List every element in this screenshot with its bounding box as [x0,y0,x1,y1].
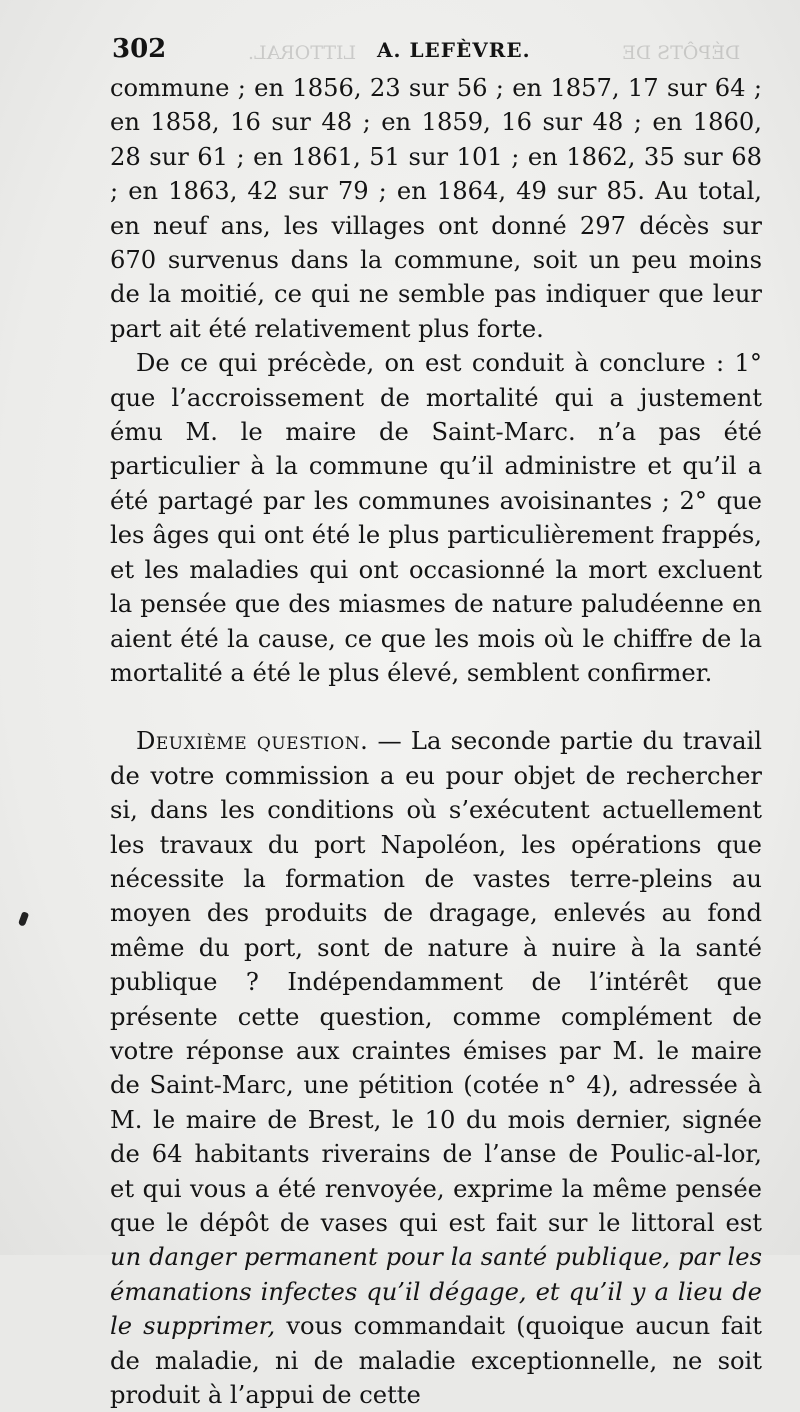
paragraph-3-text: — La seconde partie du travail de votre commission a eu pour objet de rechercher si, dans les conditions où s’exécutent actuellement les travaux du port Napoléon, les opérations que nécessite la formation de vastes terre-pleins au moyen des produits de dragage, enlevés au fond même du port, sont de nature à nuire à la santé publique ? Indépendamment de l’intérêt que présente cette question, comme complément de votre réponse aux craintes émises par M. le maire de Saint-Marc, une pétition (cotée n° 4), adressée à M. le maire de Brest, le 10 du mois dernier, signée de 64 habitants riverains de l’anse de Poulic-al-lor, et qui vous a été renvoyée, exprime la même pensée que le dépôt de vases qui est fait sur le littoral est [110,727,762,1237]
body-text [110,71,762,1412]
section-lead: Deuxième question. [136,727,369,756]
section-gap [110,690,762,724]
paragraph-1: commune ; en 1856, 23 sur 56 ; en 1857, 17 sur 64 ; en 1858, 16 sur 48 ; en 1859, 16 sur 48 ; en 1860, 28 sur 61 ; en 1861, 51 sur 101 ; en 1862, 35 sur 68 ; en 1863, 42 sur 79 ; en 1864, 49 sur 85. Au total, en neuf ans, les villages ont donné 297 décès sur 670 survenus dans la commune, soit un peu moins de la moitié, ce qui ne semble pas indiquer que leur part ait été relativement plus forte. [110,74,762,343]
bleed-through-text-right: DÉPÔTS DE [622,42,741,64]
paragraph-3-text-end: vous commandait (quoique aucun fait de maladie, ni de maladie exceptionnelle, ne soit produit à l’appui de cette [110,1312,762,1410]
ink-mark [18,911,29,927]
running-head: A. LEFÈVRE. [377,38,531,62]
paragraph-2: De ce qui précède, on est conduit à conclure : 1° que l’accroissement de mortalité qui a justement ému M. le maire de Saint-Marc. n’a pas été particulier à la commune qu’il administre et qu’il a été partagé par les communes avoisinantes ; 2° que les âges qui ont été le plus particulièrement frappés, et les maladies qui ont occasionné la mort excluent la pensée que des miasmes de nature paludéenne en aient été la cause, ce que les mois où le chiffre de la mortalité a été le plus élevé, semblent confirmer. [110,349,762,687]
page-header [112,34,772,68]
page-number: 302 [112,34,167,64]
bleed-through-text-left: LITTORAL. [248,42,357,64]
paragraph-3-quote: un danger permanent pour la santé publique, par les émanations infectes qu’il dégage, et qu’il y a lieu de le supprimer, [110,1243,762,1341]
paragraph-3 [110,724,762,1412]
